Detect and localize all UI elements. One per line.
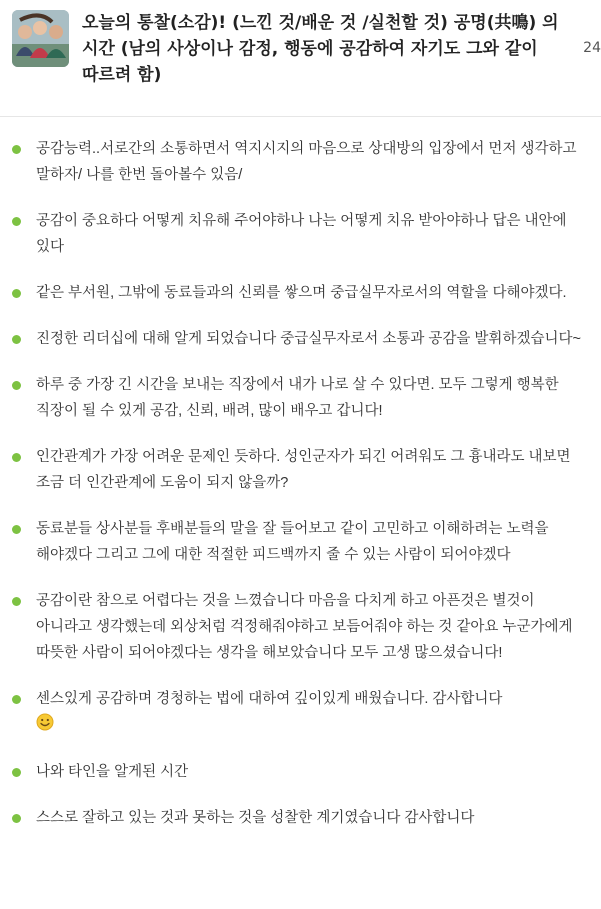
list-item [0, 372, 601, 424]
list-item [0, 136, 601, 188]
bullet-dot-icon [12, 814, 21, 823]
list-item [0, 326, 601, 352]
comment-text: 동료분들 상사분들 후배분들의 말을 잘 들어보고 같이 고민하고 이해하려는 노력을 해야겠다 그리고 그에 대한 적절한 피드백까지 줄 수 있는 사람이 되어야겠다 [36, 521, 549, 563]
group-photo-icon [12, 10, 69, 67]
list-item [0, 588, 601, 666]
comment-text: 진정한 리더십에 대해 알게 되었습니다 중급실무자로서 소통과 공감을 발휘하겠습니다~ [36, 331, 581, 347]
comment-text: 하루 중 가장 긴 시간을 보내는 직장에서 내가 나로 살 수 있다면. 모두 그렇게 행복한 직장이 될 수 있게 공감, 신뢰, 배려, 많이 배우고 갑니다! [36, 377, 559, 419]
comment-text: 센스있게 공감하며 경청하는 법에 대하여 깊이있게 배웠습니다. 감사합니다 [36, 691, 503, 707]
comment-list [0, 136, 601, 851]
bullet-dot-icon [12, 695, 21, 704]
comment-text: 같은 부서원, 그밖에 동료들과의 신뢰를 쌓으며 중급실무자로서의 역할을 다해야겠다. [36, 285, 567, 301]
bullet-dot-icon [12, 597, 21, 606]
list-item [0, 805, 601, 831]
smiley-emoji-icon [36, 713, 54, 739]
comment-text: 공감능력..서로간의 소통하면서 역지시지의 마음으로 상대방의 입장에서 먼저 생각하고 말하자/ 나를 한번 돌아볼수 있음/ [36, 141, 577, 183]
comment-text: 공감이란 참으로 어렵다는 것을 느꼈습니다 마음을 다치게 하고 아픈것은 별것이 아니라고 생각했는데 외상처럼 걱정해줘야하고 보듬어줘야 하는 것 같아요 누군가에게 따뜻한 사람이 되어야겠다는 생각을 해보았습니다 모두 고생 많으셨습니다! [36, 593, 573, 661]
comment-text: 인간관계가 가장 어려운 문제인 듯하다. 성인군자가 되긴 어려워도 그 흉내라도 내보면 조금 더 인간관계에 도움이 되지 않을까? [36, 449, 571, 491]
list-item [0, 686, 601, 739]
bullet-dot-icon [12, 453, 21, 462]
board-header [0, 0, 601, 108]
comment-count: 24 [583, 40, 601, 56]
list-item [0, 444, 601, 496]
page-title: 오늘의 통찰(소감)! (느낀 것/배운 것 /실천할 것) 공명(共鳴) 의 시간 (남의 사상이나 감정, 행동에 공감하여 자기도 그와 같이 따르려 함) [82, 13, 559, 85]
list-item [0, 759, 601, 785]
bullet-dot-icon [12, 768, 21, 777]
list-item [0, 280, 601, 306]
bullet-dot-icon [12, 381, 21, 390]
comment-text: 나와 타인을 알게된 시간 [36, 763, 189, 780]
bullet-dot-icon [12, 217, 21, 226]
bullet-dot-icon [12, 525, 21, 534]
bullet-dot-icon [12, 335, 21, 344]
list-item [0, 516, 601, 568]
bullet-dot-icon [12, 145, 21, 154]
divider [0, 116, 601, 117]
comment-text: 공감이 중요하다 어떻게 치유해 주어야하나 나는 어떻게 치유 받아야하나 답은 내안에 있다 [36, 213, 567, 255]
list-item [0, 208, 601, 260]
comment-text: 스스로 잘하고 있는 것과 못하는 것을 성찰한 계기였습니다 감사합니다 [36, 809, 475, 826]
bullet-dot-icon [12, 289, 21, 298]
